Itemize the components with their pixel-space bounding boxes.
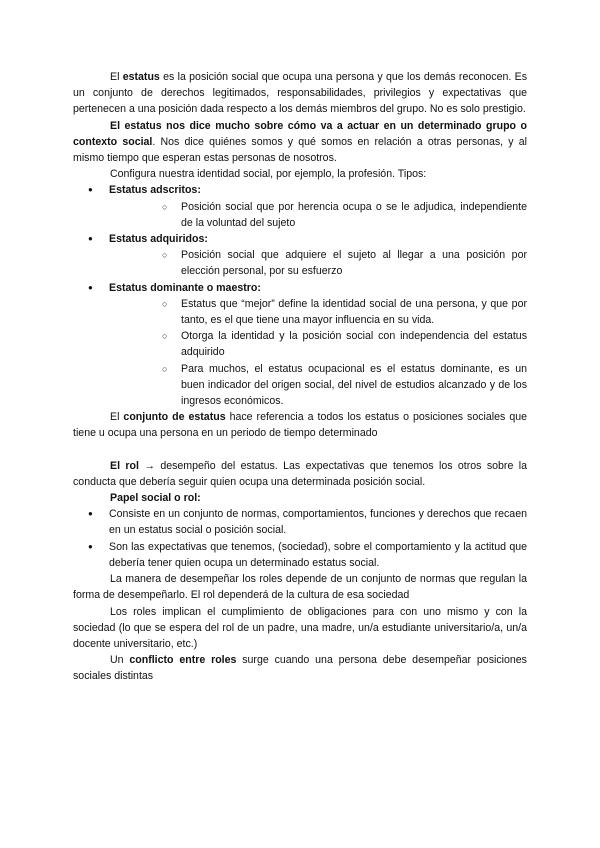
- list-item: ● Son las expectativas que tenemos, (sociedad), sobre el comportamiento y la actitud que debería tener quien ocupa un determinado estatus social.: [73, 539, 527, 571]
- sub-list: [109, 199, 527, 231]
- sub-list-item: ○ Posición social que adquiere el sujeto al llegar a una posición por elección personal, por su esfuerzo: [109, 247, 527, 279]
- sub-list-item: ○ Estatus que “mejor” define la identidad social de una persona, y que por tanto, es el que tiene una mayor influencia en su vida.: [109, 296, 527, 328]
- estatus-behaviour-bold: El estatus nos dice mucho sobre cómo va a actuar en un determinado grupo o contexto social: [73, 119, 527, 148]
- list-item: [73, 280, 527, 410]
- term-rol: El rol: [110, 459, 139, 472]
- type-label: Estatus adscritos:: [109, 184, 201, 197]
- list-item: [73, 231, 527, 280]
- list-item: ● Consiste en un conjunto de normas, comportamientos, funciones y derechos que recaen en un estatus social o posición social.: [73, 506, 527, 538]
- term-conjunto-de-estatus: conjunto de estatus: [123, 411, 226, 424]
- sub-list: [109, 296, 527, 409]
- type-label: Estatus dominante o maestro:: [109, 281, 261, 294]
- rol-heading: Papel social o rol:: [110, 492, 201, 505]
- estatus-identity-paragraph: Configura nuestra identidad social, por ejemplo, la profesión. Tipos:: [110, 168, 427, 181]
- estatus-behaviour-paragraph: El estatus nos dice mucho sobre cómo va a actuar en un determinado grupo o contexto social. Nos dice quiénes somos y qué somos en relación a otras personas, y al mismo tiempo que esperan estas personas de nosotros.: [73, 119, 527, 165]
- sub-list-item: ○ Para muchos, el estatus ocupacional es el estatus dominante, es un buen indicador del origen social, del nivel de estudios alcanzado y de los ingresos económicos.: [109, 361, 527, 410]
- term-conflicto-entre-roles: conflicto entre roles: [129, 654, 237, 667]
- term-estatus: estatus: [122, 71, 160, 83]
- conflicto-roles-paragraph: Un conflicto entre roles surge cuando una persona debe desempeñar posiciones sociales distintas: [73, 654, 527, 683]
- type-label: Estatus adquiridos:: [109, 233, 208, 246]
- rol-bullets-list: [73, 506, 527, 571]
- rol-obligations-paragraph: Los roles implican el cumplimiento de obligaciones para con uno mismo y con la sociedad (lo que se espera del rol de un padre, una madre, un/a estudiante universitario/a, un/a docente universitario, etc.): [73, 605, 527, 650]
- section-spacer: [73, 442, 527, 458]
- conjunto-estatus-paragraph: El conjunto de estatus hace referencia a todos los estatus o posiciones sociales que tiene u ocupa una persona en un periodo de tiempo determinado: [73, 411, 528, 440]
- list-item: [73, 182, 527, 231]
- sub-list-item: ○ Posición social que por herencia ocupa o se le adjudica, independiente de la voluntad del sujeto: [109, 199, 527, 231]
- estatus-types-list: [73, 182, 527, 409]
- estatus-definition-paragraph: El estatus es la posición social que ocupa una persona y que los demás reconocen. Es un conjunto de derechos legitimados, responsabilidades, privilegios y expectativas que pertenecen a una posición dada respecto a los demás miembros del grupo. No es solo prestigio.: [73, 71, 527, 116]
- sub-list: [109, 247, 527, 279]
- rol-definition-paragraph: El rol → desempeño del estatus. Las expectativas que tenemos los otros sobre la conducta que debería seguir quien ocupa una determinada posición social.: [73, 459, 527, 488]
- rol-norms-paragraph: La manera de desempeñar los roles depende de un conjunto de normas que regulan la forma de desempeñarlo. El rol dependerá de la cultura de esa sociedad: [73, 573, 527, 602]
- sub-list-item: ○ Otorga la identidad y la posición social con independencia del estatus adquirido: [109, 328, 527, 360]
